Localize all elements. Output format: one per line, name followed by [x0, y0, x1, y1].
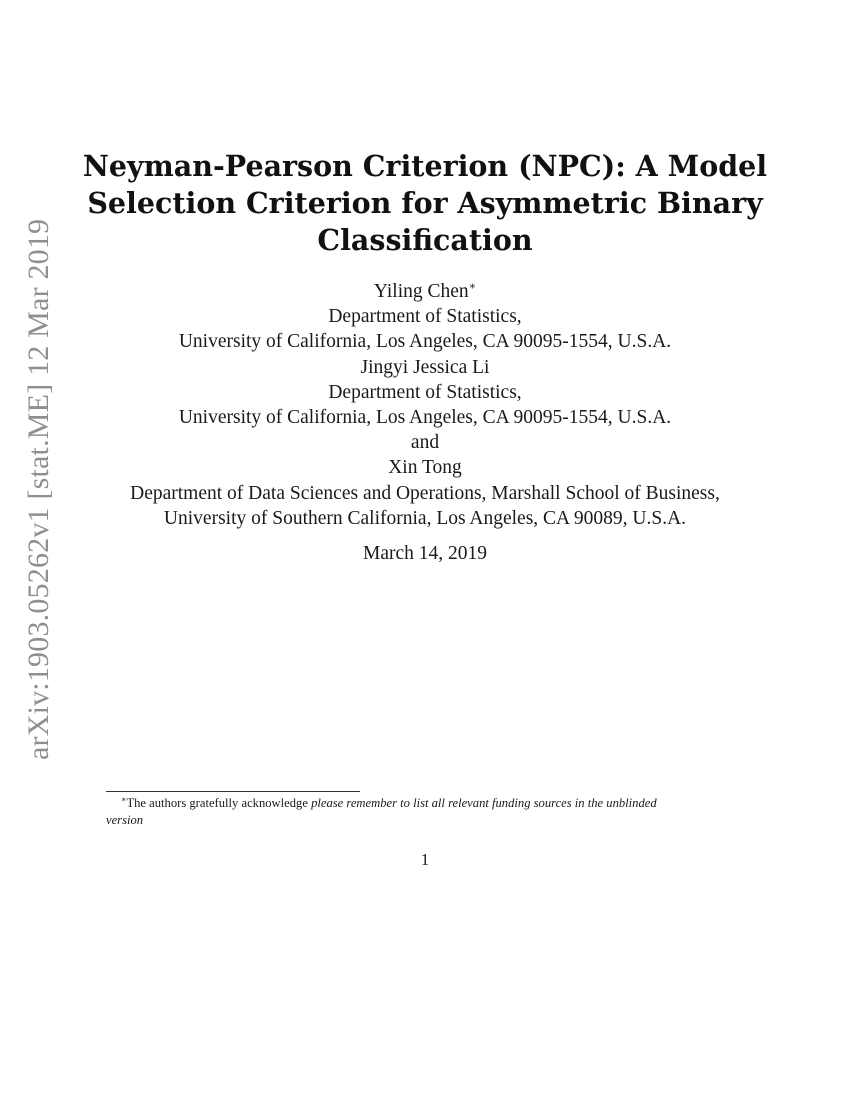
- author-2-department: Department of Statistics,: [328, 381, 522, 403]
- author-3-affiliation: University of Southern California, Los Angeles, CA 90089, U.S.A.: [163, 507, 687, 529]
- author-2-affiliation: University of California, Los Angeles, CA 90095-1554, U.S.A.: [178, 407, 672, 429]
- author-1-affiliation: University of California, Los Angeles, CA 90095-1554, U.S.A.: [178, 331, 672, 353]
- title-line-2: Selection Criterion for Asymmetric Binary: [87, 186, 763, 220]
- arxiv-identifier-stamp: arXiv:1903.05262v1 [stat.ME] 12 Mar 2019: [22, 218, 55, 760]
- footnote-divider: [106, 791, 360, 792]
- author-3-name: Xin Tong: [388, 457, 462, 479]
- footnote-marker: ∗: [468, 280, 477, 293]
- footnote-marker-footer: ∗: [121, 794, 127, 804]
- page-number: 1: [420, 850, 430, 869]
- footnote-italic-text: please remember to list all relevant funding sources in the unblinded: [311, 796, 657, 810]
- author-block: [40, 279, 810, 531]
- paper-date: March 14, 2019: [362, 543, 488, 564]
- title-line-1: Neyman-Pearson Criterion (NPC): A Model: [82, 149, 768, 183]
- paper-title: [80, 148, 770, 259]
- title-line-3: Classification: [317, 223, 533, 257]
- footnote: [106, 795, 756, 829]
- footnote-line-1: [106, 795, 756, 812]
- author-1: [40, 279, 810, 304]
- author-3-department: Department of Data Sciences and Operations, Marshall School of Business,: [130, 482, 720, 504]
- footnote-line-2: version: [106, 813, 144, 827]
- author-1-department: Department of Statistics,: [328, 306, 522, 328]
- author-conjunction: and: [410, 432, 440, 454]
- footnote-text: The authors gratefully acknowledge: [126, 796, 312, 810]
- author-1-name: Yiling Chen: [373, 281, 469, 302]
- author-2-name: Jingyi Jessica Li: [360, 356, 490, 378]
